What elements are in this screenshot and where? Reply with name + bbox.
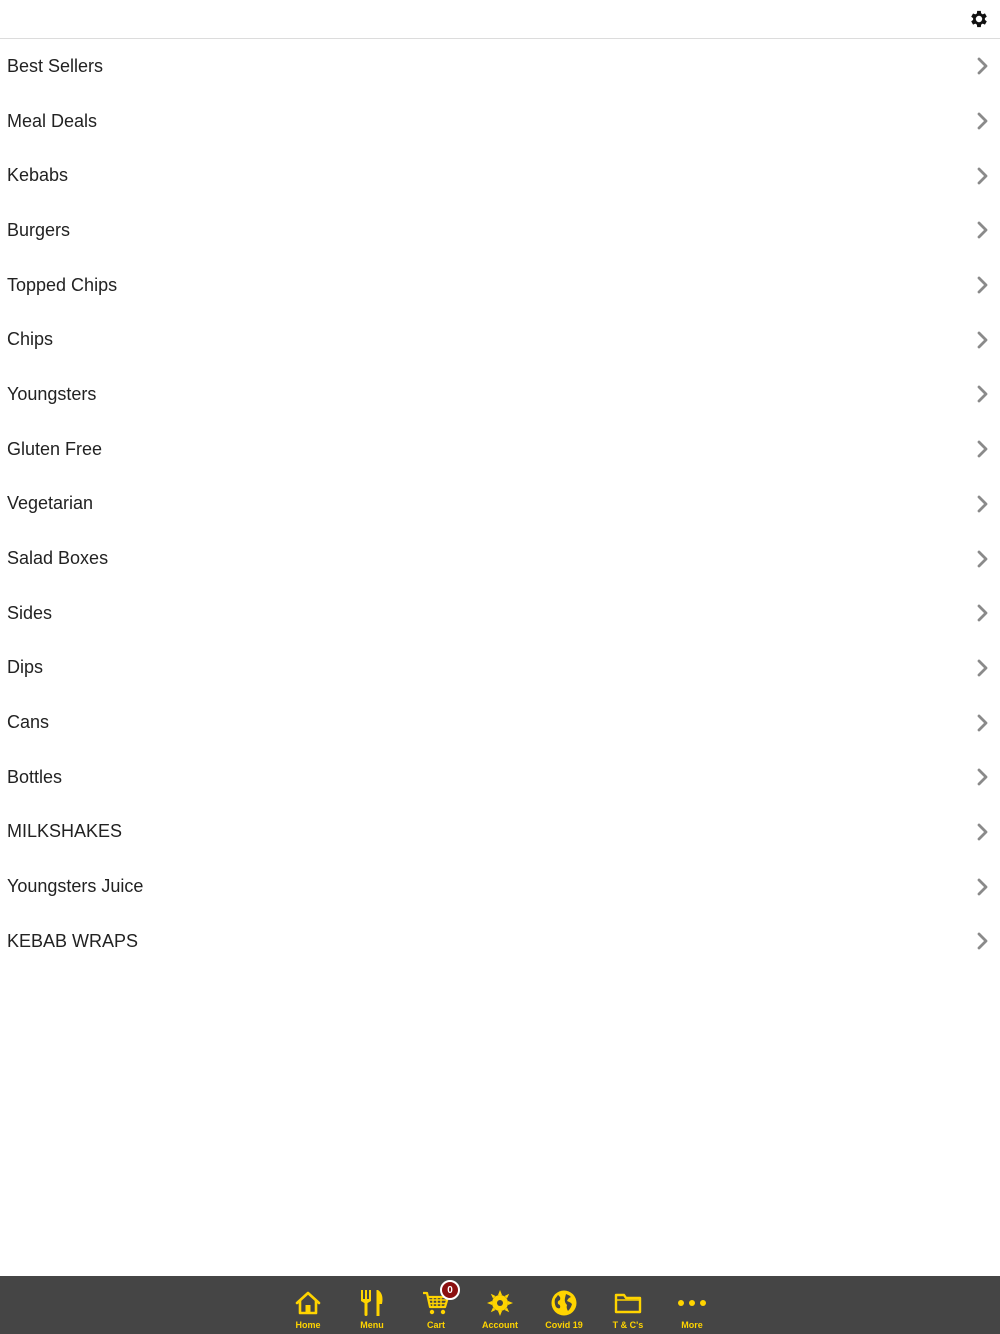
category-item-kebabs[interactable] [0,148,1000,203]
chevron-right-icon [976,931,990,951]
folder-icon [613,1288,643,1318]
globe-icon [549,1288,579,1318]
category-label: Salad Boxes [7,548,109,569]
category-item-dips[interactable] [0,641,1000,696]
category-item-bottles[interactable] [0,750,1000,805]
category-label: MILKSHAKES [7,821,123,842]
chevron-right-icon [976,220,990,240]
category-label: Topped Chips [7,274,118,295]
category-label: Best Sellers [7,55,104,76]
chevron-right-icon [976,822,990,842]
chevron-right-icon [976,166,990,186]
chevron-right-icon [976,439,990,459]
category-item-best-sellers[interactable] [0,39,1000,94]
bottom-tab-bar [0,1276,1000,1334]
category-label: Kebabs [7,165,69,186]
tab-label: More [681,1320,703,1330]
category-item-chips[interactable] [0,312,1000,367]
chevron-right-icon [976,275,990,295]
category-item-cans[interactable] [0,695,1000,750]
category-item-youngsters-juice[interactable] [0,859,1000,914]
category-item-gluten-free[interactable] [0,422,1000,477]
category-label: Youngsters [7,383,97,404]
category-item-milkshakes[interactable] [0,805,1000,860]
tab-label: Home [295,1320,321,1330]
category-label: Sides [7,602,53,623]
category-label: Meal Deals [7,110,98,131]
chevron-right-icon [976,56,990,76]
more-dots-icon [677,1288,707,1318]
category-label: KEBAB WRAPS [7,930,139,951]
chevron-right-icon [976,111,990,131]
chevron-right-icon [976,713,990,733]
settings-button[interactable] [968,8,990,30]
home-icon [293,1288,323,1318]
tab-more[interactable] [660,1276,724,1334]
category-label: Bottles [7,766,63,787]
category-item-youngsters[interactable] [0,367,1000,422]
category-item-meal-deals[interactable] [0,94,1000,149]
tab-label: Cart [426,1320,445,1330]
chevron-right-icon [976,658,990,678]
tab-label: Covid 19 [545,1320,583,1330]
chevron-right-icon [976,603,990,623]
gear-sun-icon [485,1288,515,1318]
chevron-right-icon [976,384,990,404]
category-label: Dips [7,657,44,678]
chevron-right-icon [976,767,990,787]
category-list [0,39,1000,969]
category-label: Youngsters Juice [7,876,144,897]
category-label: Chips [7,329,54,350]
chevron-right-icon [976,494,990,514]
category-label: Cans [7,712,50,733]
tab-label: T & C's [612,1320,644,1330]
tab-home[interactable] [276,1276,340,1334]
category-item-sides[interactable] [0,586,1000,641]
category-item-vegetarian[interactable] [0,477,1000,532]
tab-label: Account [482,1320,518,1330]
cart-count-badge: 0 [440,1280,460,1300]
category-item-burgers[interactable] [0,203,1000,258]
chevron-right-icon [976,330,990,350]
gear-icon [968,8,990,30]
category-label: Vegetarian [7,493,94,514]
top-bar [0,0,1000,39]
tab-account[interactable] [468,1276,532,1334]
chevron-right-icon [976,549,990,569]
tab-terms[interactable] [596,1276,660,1334]
fork-knife-icon [357,1288,387,1318]
category-item-topped-chips[interactable] [0,258,1000,313]
tab-label: Menu [360,1320,384,1330]
chevron-right-icon [976,877,990,897]
category-label: Gluten Free [7,438,103,459]
category-item-kebab-wraps[interactable] [0,914,1000,969]
tab-menu[interactable] [340,1276,404,1334]
category-label: Burgers [7,219,71,240]
category-item-salad-boxes[interactable] [0,531,1000,586]
tab-covid-19[interactable] [532,1276,596,1334]
tab-cart[interactable] [404,1276,468,1334]
